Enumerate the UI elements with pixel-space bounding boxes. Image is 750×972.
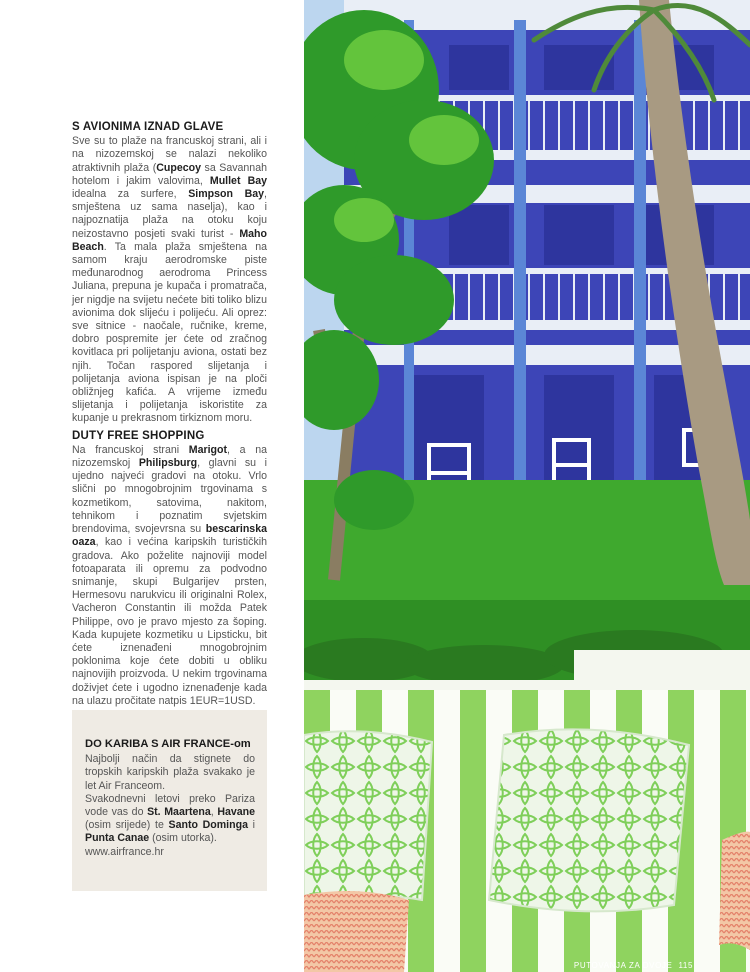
info-box-paragraph-1: Najbolji način da stignete do tropskih karipskih plaža svakako je let Air Franceom.	[85, 753, 255, 792]
page-footer	[574, 961, 693, 970]
info-box-url[interactable]: www.airfrance.hr	[85, 845, 164, 858]
section-heading-duty-free: DUTY FREE SHOPPING	[72, 429, 205, 442]
section-body-duty-free: Na francuskoj strani Marigot, a na nizozemskoj Philipsburg, glavni su i ujedno najveći gradovi na otoku. Vrlo slični po mnogobrojnim trgovinama s kozmetikom, satovima, nakitom, tehnikom i poznatim svjetskim brendovima, svojevrsna su bescarinska oaza, kao i većina karipskih turističkih gradova. Ako poželite najnoviji model fotoaparata ili opremu za podvodno snimanje, skupi Bulgarijev prsten, Hermesovu narukvicu ili originalni Rolex, Vacheron Constantin ili možda Patek Philippe, ovo je pravo mjesto za šoping. Kada kupujete kozmetiku u Lipsticku, bit ćete iznenađeni mnogobrojnim poklonima koje ćete dobiti u obliku najnovijih proizvoda. U nekim trgovinama doživjet ćete i ugodno iznenađenje kada na ulazu pročitate natpis 1EUR=1USD.	[72, 443, 267, 707]
page-number: 115	[678, 961, 693, 970]
footer-section-name: PUTOVANJA ZA DVOJE	[573, 961, 673, 970]
resort-photo	[304, 0, 750, 972]
section-body-airplanes: Sve su to plaže na francuskoj strani, ali i na nizozemskoj se nalazi nekoliko atraktivnih plaža (Cupecoy sa Savannah hotelom i jakim valovima, Mullet Bay idealna za surfere, Simpson Bay, smještena uz sama naselja), kao i najpoznatija plaža na otoku koju neizostavno posjeti svaki turist - Maho Beach. Ta mala plaža smještena na samom kraju aerodromske piste međunarodnog aerodroma Princess Juliana, prepuna je kupača i promatrača, jer nigdje na svijetu nećete biti toliko blizu avionima dok slijeću i polijeću. Ali oprez: sve sitnice - naočale, ručnike, kreme, dobro pospremite jer ćete od zračnog kovitlaca pri polijetanju aviona, ostati bez njih. Točan raspored slijetanja i polijetanja aviona ispisan je na ploči obližnjeg kafića. A vrijeme između slijetanja i polijetanja iskoristite za kupanje u prekrasnom tirkiznom moru.	[72, 135, 268, 425]
section-heading-airplanes: S AVIONIMA IZNAD GLAVE	[72, 121, 224, 133]
section-duty-free	[72, 430, 267, 708]
info-box-heading: DO KARIBA S AIR FRANCE-om	[85, 738, 251, 750]
info-box-paragraph-2: Svakodnevni letovi preko Pariza vode vas do St. Maartena, Havane (osim srijede) te Santo Dominga i Punta Canae (osim utorka).	[85, 792, 256, 845]
air-france-info-box	[72, 710, 267, 891]
article-text-column	[72, 121, 267, 708]
resort-photo-illustration	[304, 0, 750, 972]
